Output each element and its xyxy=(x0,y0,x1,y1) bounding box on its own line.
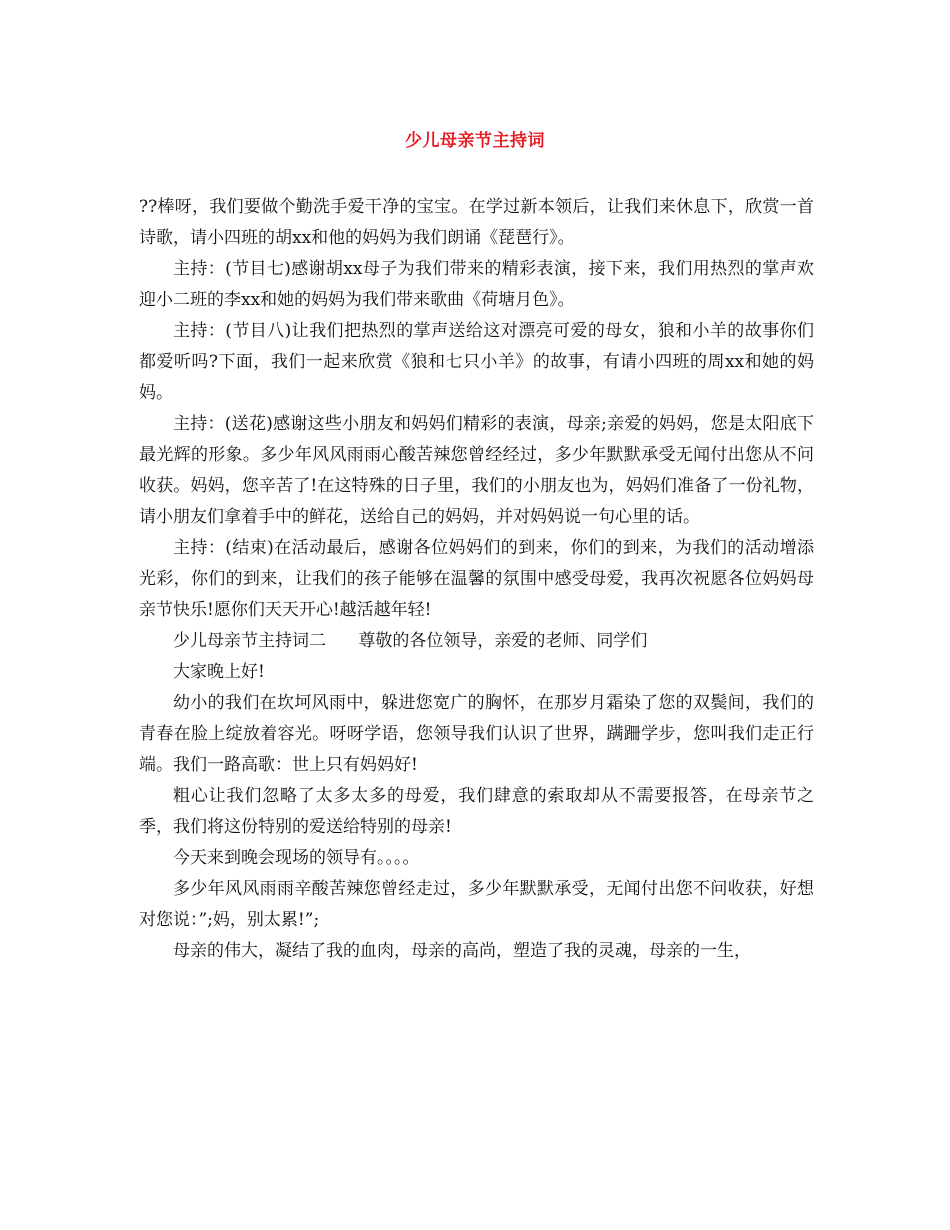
document-body xyxy=(139,192,814,967)
paragraph-3: 主持：(节目八)让我们把热烈的掌声送给这对漂亮可爱的母女，狼和小羊的故事你们都爱听吗?下面，我们一起来欣赏《狼和七只小羊》的故事，有请小四班的周xx和她的妈妈。 xyxy=(139,321,814,403)
paragraph-8: 幼小的我们在坎坷风雨中，躲进您宽广的胸怀，在那岁月霜染了您的双鬓间，我们的青春在脸上绽放着容光。呀呀学语，您领导我们认识了世界，蹒跚学步，您叫我们走正行端。我们一路高歌：世上只有妈妈好! xyxy=(139,693,814,775)
paragraph-1: ??棒呀，我们要做个勤洗手爱干净的宝宝。在学过新本领后，让我们来休息下，欣赏一首诗歌，请小四班的胡xx和他的妈妈为我们朗诵《琵琶行》。 xyxy=(139,197,814,248)
paragraph-7: 大家晚上好! xyxy=(173,662,265,682)
paragraph-6: 少儿母亲节主持词二 尊敬的各位领导，亲爱的老师、同学们 xyxy=(173,631,648,651)
document-title: 少儿母亲节主持词 xyxy=(405,131,545,151)
paragraph-9: 粗心让我们忽略了太多太多的母爱，我们肆意的索取却从不需要报答，在母亲节之季，我们将这份特别的爱送给特别的母亲! xyxy=(139,786,814,837)
paragraph-11: 多少年风风雨雨辛酸苦辣您曾经走过，多少年默默承受，无闻付出您不问收获，好想对您说：”;妈，别太累!”; xyxy=(139,879,814,930)
paragraph-4: 主持：(送花)感谢这些小朋友和妈妈们精彩的表演，母亲;亲爱的妈妈，您是太阳底下最光辉的形象。多少年风风雨雨心酸苦辣您曾经经过，多少年默默承受无闻付出您从不问收获。妈妈，您辛苦了!在这特殊的日子里，我们的小朋友也为，妈妈们准备了一份礼物，请小朋友们拿着手中的鲜花，送给自己的妈妈，并对妈妈说一句心里的话。 xyxy=(139,414,814,527)
paragraph-5: 主持：(结束)在活动最后，感谢各位妈妈们的到来，你们的到来，为我们的活动增添光彩，你们的到来，让我们的孩子能够在温馨的氛围中感受母爱，我再次祝愿各位妈妈母亲节快乐!愿你们天天开心!越活越年轻! xyxy=(139,538,814,620)
paragraph-12: 母亲的伟大，凝结了我的血肉，母亲的高尚，塑造了我的灵魂，母亲的一生， xyxy=(173,941,751,961)
paragraph-2: 主持：(节目七)感谢胡xx母子为我们带来的精彩表演，接下来，我们用热烈的掌声欢迎小二班的李xx和她的妈妈为我们带来歌曲《荷塘月色》。 xyxy=(139,259,814,310)
paragraph-10: 今天来到晚会现场的领导有。。。。 xyxy=(173,848,420,868)
